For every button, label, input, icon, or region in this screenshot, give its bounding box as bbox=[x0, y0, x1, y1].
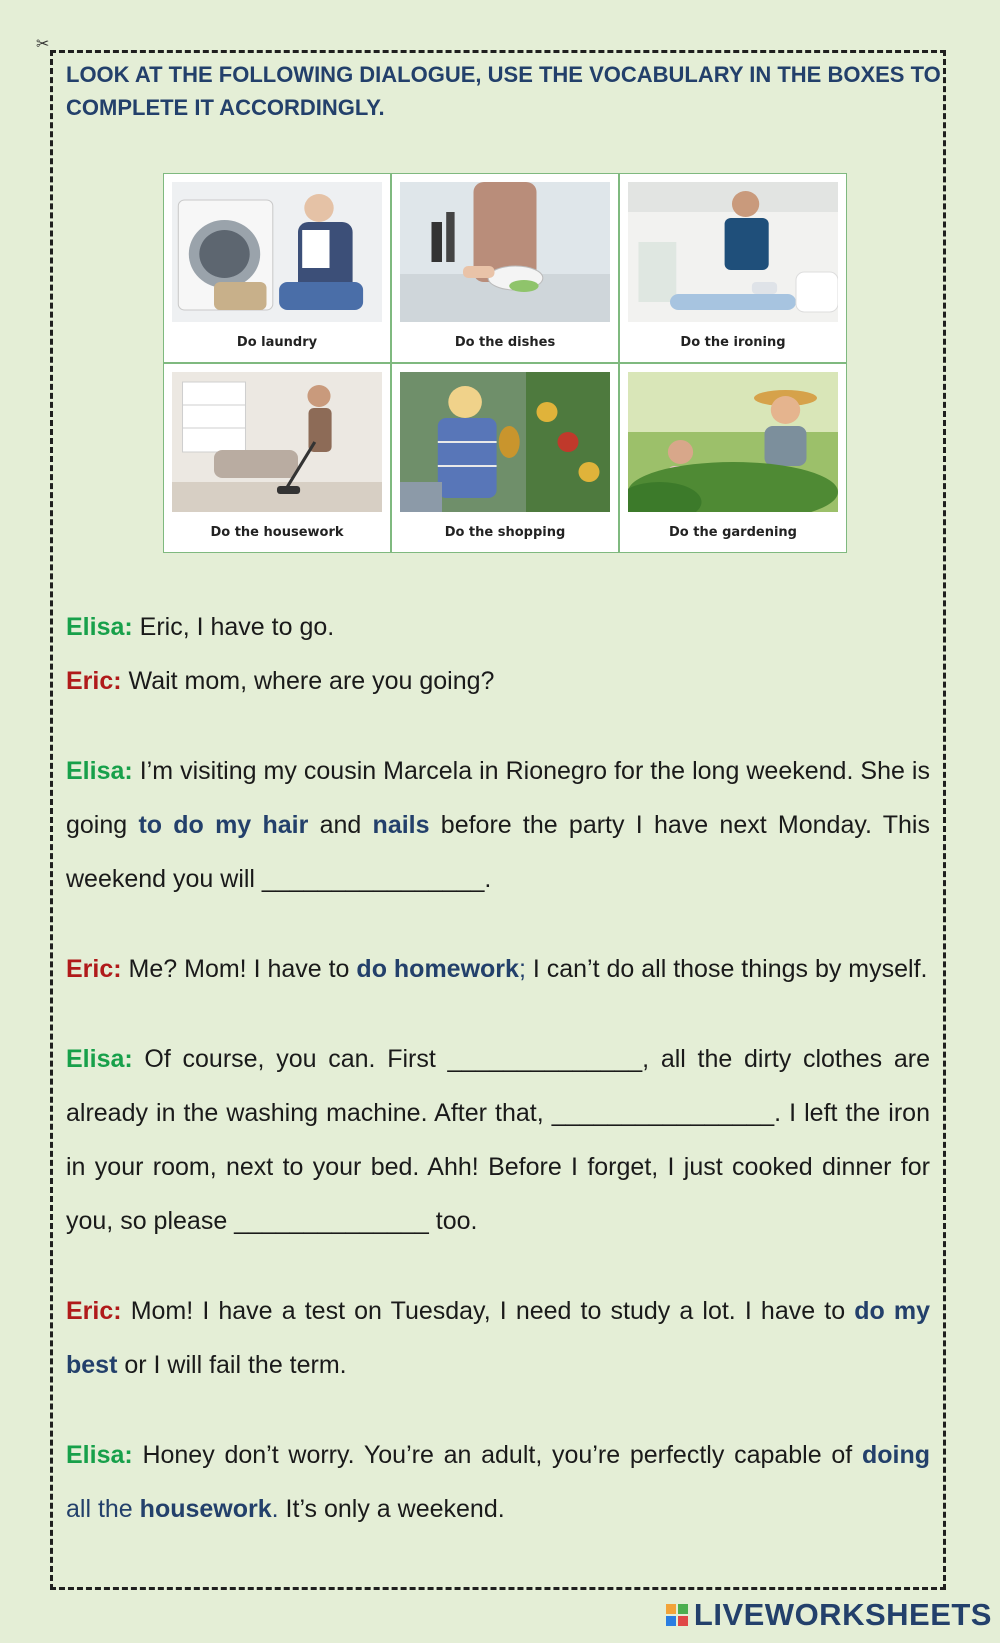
highlight-phrase: doing bbox=[861, 1441, 930, 1469]
dialogue-text: Wait mom, where are you going? bbox=[121, 667, 495, 695]
dialogue-text: I’m visiting my cousin Marcela in Rionegro for the long weekend. She is going bbox=[66, 757, 930, 839]
dialogue-text: or I will fail the term. bbox=[117, 1351, 347, 1379]
speaker-eric: Eric: bbox=[66, 667, 122, 695]
dialogue-line bbox=[66, 1032, 930, 1248]
dialogue-text: Me? Mom! I have to bbox=[121, 955, 357, 983]
washing-machine-photo bbox=[172, 182, 382, 322]
instructions-heading: LOOK AT THE FOLLOWING DIALOGUE, USE THE VOCABULARY IN THE BOXES TO COMPLETE IT ACCORDINGLY. bbox=[66, 62, 941, 120]
highlight-phrase: do my best bbox=[66, 1297, 931, 1379]
speaker-eric: Eric: bbox=[66, 955, 122, 983]
vocab-card bbox=[391, 363, 619, 553]
highlight-punct: . bbox=[271, 1495, 279, 1523]
vocab-caption: Do the ironing bbox=[680, 335, 786, 350]
dialogue-line bbox=[66, 600, 930, 654]
scissors-icon: ✂ bbox=[36, 36, 50, 53]
vocab-card bbox=[391, 173, 619, 363]
speaker-elisa: Elisa: bbox=[66, 1045, 133, 1073]
dishes-photo bbox=[400, 182, 610, 322]
dialogue-text: I can’t do all those things by myself. bbox=[525, 955, 928, 983]
ironing-photo bbox=[628, 182, 838, 322]
dialogue-text: It’s only a weekend. bbox=[278, 1495, 505, 1523]
highlight-phrase: to do my hair bbox=[138, 811, 309, 839]
dialogue-text: Of course, you can. First ______________, all the dirty clothes are already in the washing machine. After that, ________________. I left the iron in your room, next to your bed. Ahh! Before I forget, I just cooked dinner for you, so please ______________ too. bbox=[66, 1045, 930, 1235]
vocab-caption: Do the shopping bbox=[444, 525, 566, 540]
dialogue-line bbox=[66, 654, 930, 708]
dialogue-line bbox=[66, 942, 930, 996]
vocab-card bbox=[163, 363, 391, 553]
speaker-elisa: Elisa: bbox=[66, 757, 133, 785]
highlight-phrase: housework bbox=[139, 1495, 272, 1523]
dialogue-line bbox=[66, 744, 930, 906]
vacuum-photo bbox=[172, 372, 382, 512]
dialogue-text: and bbox=[308, 811, 373, 839]
dialogue-text: Mom! I have a test on Tuesday, I need to study a lot. I have to bbox=[121, 1297, 855, 1325]
dialogue-text: before the party I have next Monday. This weekend you will ________________. bbox=[66, 811, 930, 893]
highlight-phrase: nails bbox=[372, 811, 430, 839]
garden-photo bbox=[628, 372, 838, 512]
vocab-card bbox=[163, 173, 391, 363]
dialogue-text: Eric, I have to go. bbox=[132, 613, 335, 641]
vocab-card bbox=[619, 173, 847, 363]
dialogue-line bbox=[66, 1284, 930, 1392]
vocab-card bbox=[619, 363, 847, 553]
vocab-caption: Do the gardening bbox=[669, 525, 797, 540]
dialogue bbox=[66, 600, 930, 1536]
supermarket-photo bbox=[400, 372, 610, 512]
highlight-punct: ; bbox=[518, 955, 526, 983]
vocab-caption: Do the dishes bbox=[454, 335, 556, 350]
speaker-elisa: Elisa: bbox=[66, 613, 133, 641]
speaker-elisa: Elisa: bbox=[66, 1441, 133, 1469]
speaker-eric: Eric: bbox=[66, 1297, 122, 1325]
dialogue-line bbox=[66, 1428, 930, 1536]
brand-logo-icon bbox=[666, 1604, 688, 1626]
liveworksheets-logo[interactable] bbox=[666, 1597, 992, 1633]
highlight-phrase: do homework bbox=[356, 955, 519, 983]
vocab-caption: Do laundry bbox=[236, 335, 318, 350]
highlight-plain: all the bbox=[66, 1495, 140, 1523]
brand-name: LIVEWORKSHEETS bbox=[693, 1597, 992, 1632]
vocab-caption: Do the housework bbox=[210, 525, 344, 540]
vocabulary-grid bbox=[163, 173, 847, 553]
dialogue-text: Honey don’t worry. You’re an adult, you’re perfectly capable of bbox=[132, 1441, 862, 1469]
